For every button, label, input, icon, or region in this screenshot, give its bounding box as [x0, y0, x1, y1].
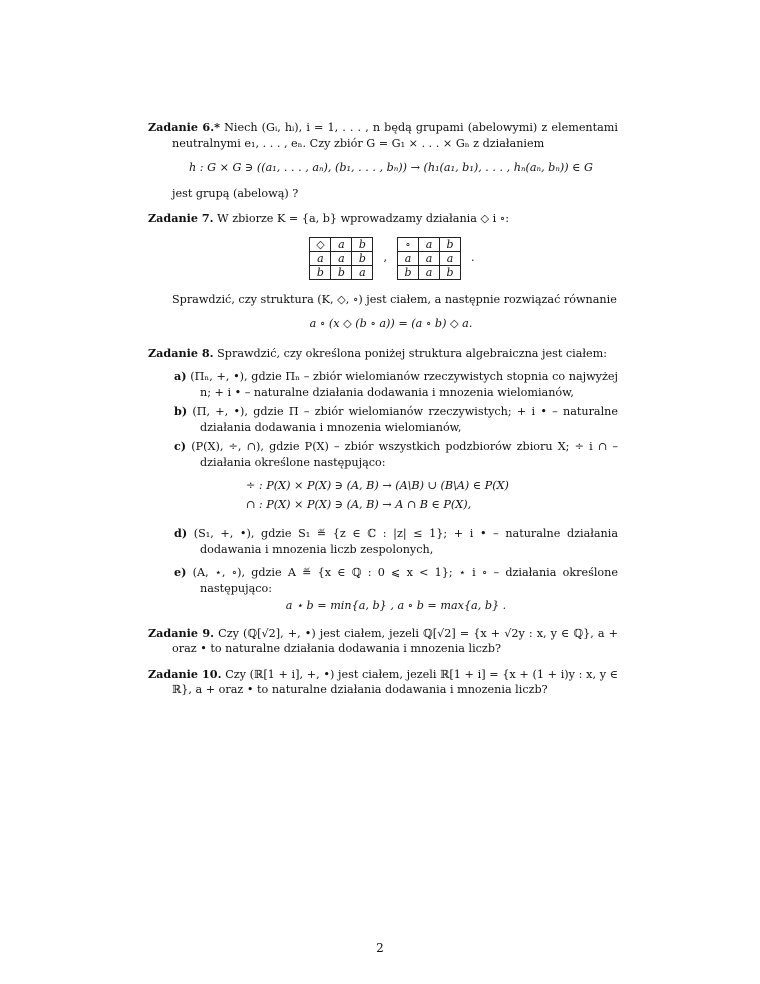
table-cell: ∘ [398, 237, 419, 251]
task-9-label: Zadanie 9. [148, 625, 215, 640]
item-text: (Πₙ, +, •), gdzie Πₙ – zbiór wielomianów rzeczywistych stopnia co najwyżej n; + i • – naturalne działania dodawania i mnozenia wielomianów, [190, 370, 618, 399]
task-8-item-a [174, 369, 618, 400]
task-8-text: Sprawdzić, czy określona poniżej struktura algebraiczna jest ciałem: [217, 346, 608, 360]
table-cell: a [419, 265, 440, 279]
item-text: (A, ⋆, ∘), gdzie A ≝ {x ∈ ℚ : 0 ⩽ x < 1}; ⋆ i ∘ – działania określone następująco: [192, 566, 618, 595]
task-9 [148, 626, 618, 657]
operation-tables [166, 237, 618, 280]
table-cell: a [419, 237, 440, 251]
task-7-label: Zadanie 7. [148, 211, 214, 225]
task-7-text2: Sprawdzić, czy struktura (K, ◇, ∘) jest ciałem, a następnie rozwiązać równanie [172, 292, 617, 306]
circle-table [397, 237, 461, 280]
task-8-label: Zadanie 8. [148, 345, 214, 360]
table-row [398, 237, 461, 251]
item-text: (S₁, +, •), gdzie S₁ ≝ {z ∈ ℂ : |z| ≤ 1}; + i • – naturalne działania dodawania i mnozenia liczb zespolonych, [193, 527, 618, 556]
table-cell: a [352, 265, 373, 279]
item-tag: c) [174, 439, 187, 453]
table-row [398, 265, 461, 279]
table-row [310, 265, 373, 279]
table-cell: b [331, 265, 352, 279]
table-cell: a [419, 251, 440, 265]
c-formula-2: ∩ : P(X) × P(X) ∋ (A, B) → A ∩ B ∈ P(X), [246, 497, 472, 511]
table-cell: a [310, 251, 331, 265]
task-7 [148, 211, 618, 227]
task-6 [148, 120, 618, 151]
table-row [310, 251, 373, 265]
table-end: . [471, 251, 475, 265]
table-row [398, 251, 461, 265]
table-cell: b [398, 265, 419, 279]
task-8-item-c [174, 439, 618, 470]
table-cell: a [440, 251, 461, 265]
table-cell: b [352, 251, 373, 265]
task-6-formula: h : G × G ∋ ((a₁, . . . , aₙ), (b₁, . . . , bₙ)) → (h₁(a₁, b₁), . . . , hₙ(aₙ, bₙ)) ∈ G [189, 161, 593, 174]
item-text: (P(X), ÷, ∩), gdzie P(X) – zbiór wszystkich podzbiorów zbioru X; ÷ i ∩ – działania określone następująco: [191, 440, 618, 469]
page-number: 2 [376, 941, 384, 955]
table-cell: b [440, 237, 461, 251]
table-cell: ◇ [310, 237, 331, 251]
e-formula: a ⋆ b = min{a, b} , a ∘ b = max{a, b} . [285, 599, 507, 612]
item-text: (Π, +, •), gdzie Π – zbiór wielomianów rzeczywistych; + i • – naturalne działania dodawania i mnozenia wielomianów, [192, 405, 618, 434]
table-cell: a [331, 237, 352, 251]
diamond-table [309, 237, 373, 280]
task-7-text: W zbiorze K = {a, b} wprowadzamy działania ◇ i ∘: [217, 212, 509, 225]
task-9-text: Czy (ℚ[√2], +, •) jest ciałem, jezeli ℚ[√2] = {x + √2y : x, y ∈ ℚ}, a + oraz • to naturalne działania dodawania i mnozenia liczb? [172, 626, 618, 655]
item-tag: b) [174, 404, 188, 418]
table-cell: a [398, 251, 419, 265]
table-cell: a [331, 251, 352, 265]
task-8-items [174, 369, 618, 614]
table-cell: b [440, 265, 461, 279]
table-cell: b [310, 265, 331, 279]
problem-sheet [148, 118, 618, 698]
item-tag: a) [174, 369, 187, 383]
c-formula-1: ÷ : P(X) × P(X) ∋ (A, B) → (A\B) ∪ (B\A) ∈ P(X) [246, 479, 509, 492]
task-6-tail: jest grupą (abelową) ? [172, 186, 299, 200]
table-row [310, 237, 373, 251]
task-6-label: Zadanie 6.* [148, 120, 220, 134]
task-6-text: Niech (Gᵢ, hᵢ), i = 1, . . . , n będą grupami (abelowymi) z elementami neutralnymi e₁, . . . , eₙ. Czy zbiór G = G₁ × . . . × Gₙ z działaniem [172, 121, 618, 150]
task-7-formula: a ∘ (x ◇ (b ∘ a)) = (a ∘ b) ◇ a. [309, 317, 473, 330]
task-10 [148, 667, 618, 698]
task-10-label: Zadanie 10. [148, 666, 222, 681]
task-8-item-e [174, 565, 618, 596]
item-tag: e) [174, 565, 187, 579]
item-tag: d) [174, 526, 188, 540]
table-separator: , [383, 251, 387, 265]
task-8-item-b [174, 404, 618, 435]
task-8-item-d [174, 526, 618, 557]
table-cell: b [352, 237, 373, 251]
task-10-text: Czy (ℝ[1 + i], +, •) jest ciałem, jezeli ℝ[1 + i] = {x + (1 + i)y : x, y ∈ ℝ}, a + oraz • to naturalne działania dodawania i mnozenia liczb? [172, 667, 618, 696]
task-8 [148, 346, 618, 362]
